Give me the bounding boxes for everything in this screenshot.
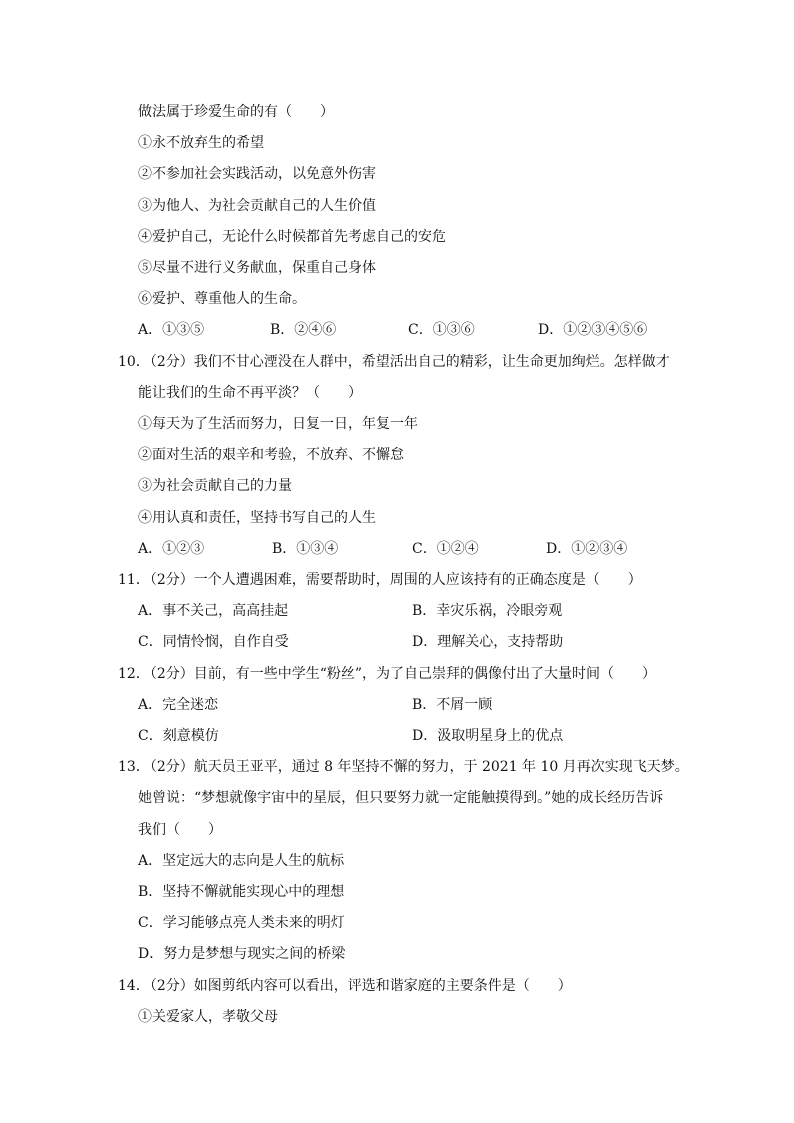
q10-item-4: ④用认真和责任，坚持书写自己的人生 xyxy=(138,510,376,526)
q11-option-d: D．理解关心，支持帮助 xyxy=(412,634,564,650)
q11-option-b: B．幸灾乐祸，冷眼旁观 xyxy=(412,603,563,619)
q11-option-a: A．事不关己，高高挂起 xyxy=(138,603,289,619)
q9-item-6: ⑥爱护、尊重他人的生命。 xyxy=(138,291,306,307)
q10-item-1: ①每天为了生活而努力，日复一日，年复一年 xyxy=(138,416,418,432)
q10-option-a: A．①②③ xyxy=(138,541,205,557)
q9-item-4: ④爱护自己，无论什么时候都首先考虑自己的安危 xyxy=(138,229,446,245)
q10-stem-line-2: 能让我们的生命不再平淡？（ ） xyxy=(138,385,362,401)
q14-stem: 14．（2分）如图剪纸内容可以看出，评选和谐家庭的主要条件是（ ） xyxy=(118,978,572,994)
q13-option-d: D．努力是梦想与现实之间的桥梁 xyxy=(138,946,346,962)
q10-option-d: D．①②③④ xyxy=(546,541,628,557)
q10-option-b: B．①③④ xyxy=(272,541,339,557)
q10-item-2: ②面对生活的艰辛和考验，不放弃、不懈怠 xyxy=(138,447,404,463)
q13-stem-line-1: 13．（2分）航天员王亚平，通过 8 年坚持不懈的努力，于 2021 年 10 月再次实现飞天梦。 xyxy=(118,759,689,775)
q9-item-3: ③为他人、为社会贡献自己的人生价值 xyxy=(138,198,376,214)
q10-item-3: ③为社会贡献自己的力量 xyxy=(138,478,292,494)
q13-option-a: A．坚定远大的志向是人生的航标 xyxy=(138,853,345,869)
q12-option-d: D．汲取明星身上的优点 xyxy=(412,728,564,744)
q9-item-1: ①永不放弃生的希望 xyxy=(138,135,264,151)
q10-option-c: C．①②④ xyxy=(412,541,479,557)
q9-item-2: ②不参加社会实践活动，以免意外伤害 xyxy=(138,166,376,182)
q9-option-a: A．①③⑤ xyxy=(138,322,205,338)
q13-stem-line-3: 我们（ ） xyxy=(138,822,222,838)
q12-stem: 12．（2分）目前，有一些中学生“粉丝”，为了自己崇拜的偶像付出了大量时间（ ） xyxy=(118,666,657,682)
q9-item-5: ⑤尽量不进行义务献血，保重自己身体 xyxy=(138,260,376,276)
q9-option-b: B．②④⑥ xyxy=(270,322,337,338)
q13-option-c: C．学习能够点亮人类未来的明灯 xyxy=(138,915,345,931)
q12-option-b: B．不屑一顾 xyxy=(412,697,493,713)
q11-stem: 11．（2分）一个人遭遇困难，需要帮助时，周围的人应该持有的正确态度是（ ） xyxy=(118,572,642,588)
q9-option-c: C．①③⑥ xyxy=(408,322,475,338)
q11-option-c: C．同情怜悯，自作自受 xyxy=(138,634,289,650)
q13-option-b: B．坚持不懈就能实现心中的理想 xyxy=(138,884,345,900)
q12-option-c: C．刻意模仿 xyxy=(138,728,219,744)
q9-option-d: D．①②③④⑤⑥ xyxy=(538,322,648,338)
q10-stem-line-1: 10．（2分）我们不甘心湮没在人群中，希望活出自己的精彩，让生命更加绚烂。怎样做才 xyxy=(118,354,670,370)
q12-option-a: A．完全迷恋 xyxy=(138,697,219,713)
q9-stem-continuation: 做法属于珍爱生命的有（ ） xyxy=(138,104,334,120)
q14-item-1: ①关爱家人，孝敬父母 xyxy=(138,1009,278,1025)
q13-stem-line-2: 她曾说：“梦想就像宇宙中的星辰，但只要努力就一定能触摸得到。”她的成长经历告诉 xyxy=(138,790,664,806)
